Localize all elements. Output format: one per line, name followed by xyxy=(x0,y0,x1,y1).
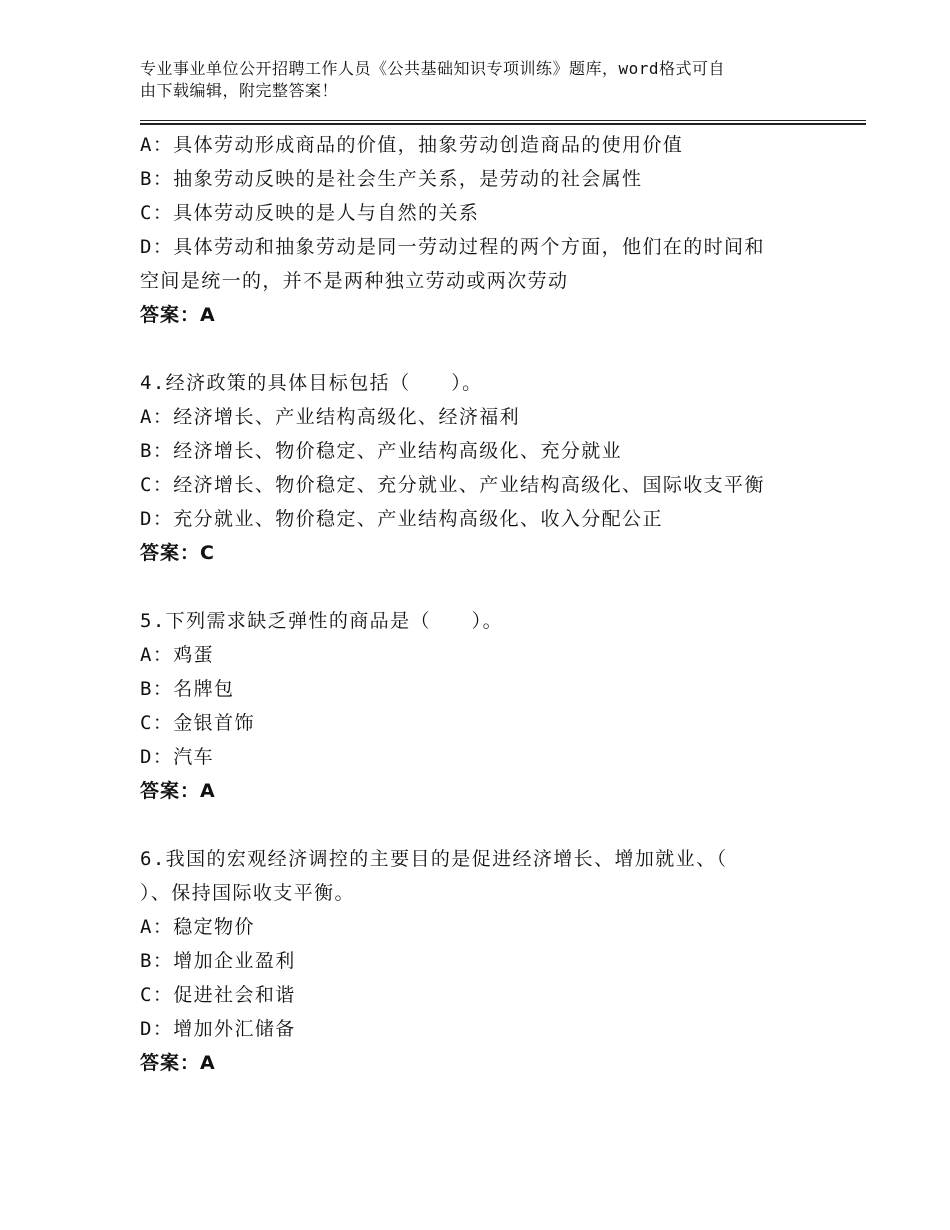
question-6-option-c: C：促进社会和谐 xyxy=(140,984,296,1006)
question-3-option-c: C：具体劳动反映的是人与自然的关系 xyxy=(140,202,480,224)
question-4-block xyxy=(140,366,820,570)
question-3-option-d: D：具体劳动和抽象劳动是同一劳动过程的两个方面，他们在的时间和 xyxy=(140,236,765,258)
spacer xyxy=(140,570,820,604)
question-3-option-d-continued: 空间是统一的，并不是两种独立劳动或两次劳动 xyxy=(140,270,569,292)
question-6-option-b: B：增加企业盈利 xyxy=(140,950,296,972)
question-4-option-c: C：经济增长、物价稳定、充分就业、产业结构高级化、国际收支平衡 xyxy=(140,474,765,496)
question-6-answer: 答案：A xyxy=(140,1052,216,1074)
question-6-option-a: A：稳定物价 xyxy=(140,916,255,938)
question-5-option-a: A：鸡蛋 xyxy=(140,644,215,666)
question-4-option-d: D：充分就业、物价稳定、产业结构高级化、收入分配公正 xyxy=(140,508,663,530)
question-4-answer: 答案：C xyxy=(140,542,215,564)
question-5-option-b: B：名牌包 xyxy=(140,678,235,700)
question-4-option-a: A：经济增长、产业结构高级化、经济福利 xyxy=(140,406,521,428)
question-6-stem-line-2: ）、保持国际收支平衡。 xyxy=(140,882,355,904)
spacer xyxy=(140,808,820,842)
page-header xyxy=(140,58,820,102)
spacer xyxy=(140,332,820,366)
question-6-option-d: D：增加外汇储备 xyxy=(140,1018,296,1040)
question-6-stem-line-1: 6.我国的宏观经济调控的主要目的是促进经济增长、增加就业、（ xyxy=(140,848,728,870)
question-5-block xyxy=(140,604,820,808)
question-6-block xyxy=(140,842,820,1080)
question-3-option-a: A：具体劳动形成商品的价值，抽象劳动创造商品的使用价值 xyxy=(140,134,684,156)
question-5-option-d: D：汽车 xyxy=(140,746,215,768)
question-5-stem: 5.下列需求缺乏弹性的商品是（ ）。 xyxy=(140,610,503,632)
header-title-line-2: 由下载编辑，附完整答案！ xyxy=(140,81,339,100)
question-3-option-b: B：抽象劳动反映的是社会生产关系，是劳动的社会属性 xyxy=(140,168,643,190)
question-3-answer: 答案：A xyxy=(140,304,216,326)
question-5-option-c: C：金银首饰 xyxy=(140,712,255,734)
question-list xyxy=(140,128,820,1080)
question-4-option-b: B：经济增长、物价稳定、产业结构高级化、充分就业 xyxy=(140,440,623,462)
question-3-block xyxy=(140,128,820,332)
question-4-stem: 4.经济政策的具体目标包括（ ）。 xyxy=(140,372,483,394)
header-divider-thin xyxy=(140,120,866,121)
question-5-answer: 答案：A xyxy=(140,780,216,802)
header-divider-thick xyxy=(140,123,866,125)
header-title-line-1: 专业事业单位公开招聘工作人员《公共基础知识专项训练》题库，word格式可自 xyxy=(140,59,726,78)
